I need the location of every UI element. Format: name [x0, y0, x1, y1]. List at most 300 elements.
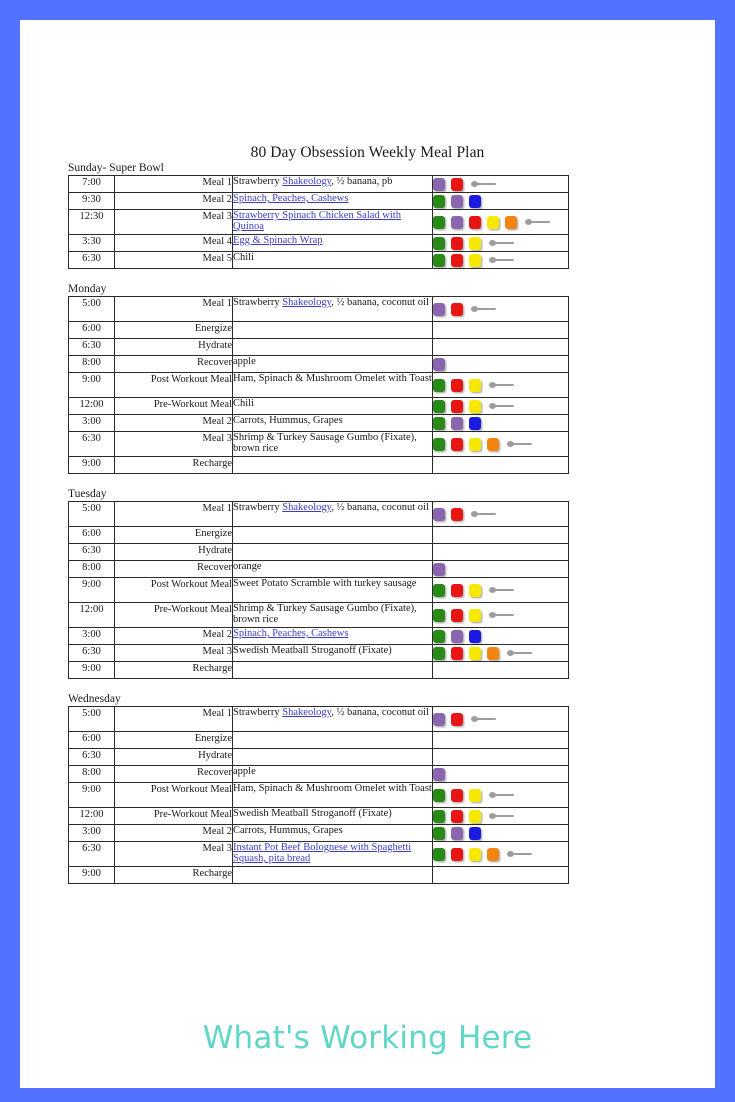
portion-containers-cell	[433, 502, 569, 527]
portion-containers-cell	[433, 297, 569, 322]
table-row	[69, 766, 569, 783]
meal-description-text: , ½ banana, coconut oil	[331, 707, 429, 718]
meal-description	[233, 561, 433, 578]
teaspoon-icon	[525, 217, 551, 227]
meal-time: 9:00	[69, 457, 115, 474]
meal-label: Meal 2	[115, 628, 233, 645]
meal-description	[233, 297, 433, 322]
green-container-icon	[433, 400, 445, 413]
teaspoon-icon	[507, 849, 533, 859]
portion-containers-cell	[433, 732, 569, 749]
meal-description	[233, 783, 433, 808]
recipe-link[interactable]: Instant Pot Beef Bolognese with Spaghetti Squash, pita bread	[233, 842, 412, 864]
portion-containers-cell	[433, 842, 569, 867]
meal-description	[233, 628, 433, 645]
table-row	[69, 662, 569, 679]
portion-container-row	[433, 297, 568, 321]
teaspoon-icon	[471, 179, 497, 189]
meal-label: Meal 4	[115, 235, 233, 252]
portion-container-row	[433, 322, 568, 338]
meal-description	[233, 457, 433, 474]
portion-container-row	[433, 783, 568, 807]
meal-description	[233, 356, 433, 373]
portion-container-row	[433, 766, 568, 782]
meal-time: 6:00	[69, 732, 115, 749]
yellow-container-icon	[469, 810, 481, 823]
meal-description-text: Strawberry	[233, 176, 283, 187]
teaspoon-handle-icon	[495, 242, 514, 244]
meal-description	[233, 339, 433, 356]
purple-container-icon	[433, 713, 445, 726]
meal-description	[233, 662, 433, 679]
teaspoon-icon	[489, 610, 515, 620]
meal-description-text: Strawberry	[233, 297, 283, 308]
table-row	[69, 783, 569, 808]
meal-label: Pre-Workout Meal	[115, 603, 233, 628]
green-container-icon	[433, 379, 445, 392]
teaspoon-handle-icon	[495, 405, 514, 407]
meal-description	[233, 842, 433, 867]
meal-description	[233, 645, 433, 662]
purple-container-icon	[433, 508, 445, 521]
meal-description-text: Sweet Potato Scramble with turkey sausage	[233, 578, 417, 589]
portion-containers-cell	[433, 210, 569, 235]
meal-label: Meal 3	[115, 645, 233, 662]
portion-containers-cell	[433, 193, 569, 210]
red-container-icon	[451, 178, 463, 191]
meal-time: 12:00	[69, 808, 115, 825]
meal-label: Recover	[115, 561, 233, 578]
portion-containers-cell	[433, 766, 569, 783]
teaspoon-icon	[489, 380, 515, 390]
meal-description	[233, 707, 433, 732]
orange-container-icon	[487, 438, 499, 451]
meal-description	[233, 749, 433, 766]
table-row	[69, 825, 569, 842]
red-container-icon	[451, 810, 463, 823]
table-row	[69, 578, 569, 603]
meal-description-text: Carrots, Hummus, Grapes	[233, 415, 343, 426]
meal-label: Meal 2	[115, 193, 233, 210]
meal-label: Meal 2	[115, 415, 233, 432]
meal-description-text: apple	[233, 766, 256, 777]
meal-description-text: Swedish Meatball Stroganoff (Fixate)	[233, 808, 392, 819]
portion-container-row	[433, 561, 568, 577]
meal-time: 6:30	[69, 252, 115, 269]
meal-label: Post Workout Meal	[115, 783, 233, 808]
meal-description	[233, 527, 433, 544]
portion-container-row	[433, 527, 568, 543]
red-container-icon	[451, 400, 463, 413]
meal-time: 3:00	[69, 825, 115, 842]
blue-container-icon	[469, 630, 481, 643]
table-row	[69, 502, 569, 527]
recipe-link[interactable]: Egg & Spinach Wrap	[233, 235, 323, 246]
purple-container-icon	[451, 216, 463, 229]
recipe-link[interactable]: Shakeology	[282, 707, 332, 718]
portion-containers-cell	[433, 252, 569, 269]
meal-description	[233, 603, 433, 628]
table-row	[69, 432, 569, 457]
portion-containers-cell	[433, 373, 569, 398]
purple-container-icon	[451, 630, 463, 643]
meal-time: 5:00	[69, 297, 115, 322]
table-row	[69, 373, 569, 398]
meal-description-text: Shrimp & Turkey Sausage Gumbo (Fixate), brown rice	[233, 432, 417, 454]
portion-container-row	[433, 235, 568, 251]
teaspoon-handle-icon	[495, 589, 514, 591]
yellow-container-icon	[469, 400, 481, 413]
meal-description-text: orange	[233, 561, 262, 572]
meal-time: 6:30	[69, 544, 115, 561]
meal-time: 7:00	[69, 176, 115, 193]
table-row	[69, 356, 569, 373]
teaspoon-icon	[471, 509, 497, 519]
meal-time: 6:30	[69, 842, 115, 867]
green-container-icon	[433, 810, 445, 823]
meal-description-text: Swedish Meatball Stroganoff (Fixate)	[233, 645, 392, 656]
teaspoon-handle-icon	[477, 718, 496, 720]
meal-time: 12:00	[69, 603, 115, 628]
meal-schedule-table	[68, 175, 569, 269]
meal-label: Meal 3	[115, 210, 233, 235]
day-section	[20, 488, 715, 679]
meal-label: Recover	[115, 766, 233, 783]
meal-description-text: Carrots, Hummus, Grapes	[233, 825, 343, 836]
red-container-icon	[451, 379, 463, 392]
meal-description	[233, 766, 433, 783]
meal-description-text: Shrimp & Turkey Sausage Gumbo (Fixate), brown rice	[233, 603, 417, 625]
portion-container-row	[433, 867, 568, 883]
teaspoon-handle-icon	[477, 513, 496, 515]
meal-label: Energize	[115, 732, 233, 749]
meal-description-text: , ½ banana, coconut oil	[331, 297, 429, 308]
meal-label: Pre-Workout Meal	[115, 398, 233, 415]
teaspoon-icon	[489, 238, 515, 248]
recipe-link[interactable]: Spinach, Peaches, Cashews	[233, 193, 349, 204]
meal-time: 6:00	[69, 322, 115, 339]
meal-description	[233, 808, 433, 825]
yellow-container-icon	[487, 216, 499, 229]
portion-containers-cell	[433, 578, 569, 603]
portion-container-row	[433, 457, 568, 473]
meal-description-text: Chili	[233, 398, 255, 409]
teaspoon-handle-icon	[495, 794, 514, 796]
meal-time: 9:00	[69, 578, 115, 603]
meal-time: 3:30	[69, 235, 115, 252]
meal-description	[233, 210, 433, 235]
yellow-container-icon	[469, 647, 481, 660]
meal-time: 8:00	[69, 766, 115, 783]
table-row	[69, 842, 569, 867]
portion-containers-cell	[433, 415, 569, 432]
meal-description	[233, 732, 433, 749]
teaspoon-handle-icon	[513, 443, 532, 445]
meal-description-text: , ½ banana, pb	[331, 176, 393, 187]
day-heading: Monday	[68, 283, 107, 295]
meal-description	[233, 252, 433, 269]
green-container-icon	[433, 630, 445, 643]
portion-container-row	[433, 707, 568, 731]
portion-containers-cell	[433, 707, 569, 732]
yellow-container-icon	[469, 789, 481, 802]
recipe-link[interactable]: Strawberry Spinach Chicken Salad with Quinoa	[233, 210, 401, 232]
portion-containers-cell	[433, 235, 569, 252]
meal-description	[233, 432, 433, 457]
teaspoon-icon	[471, 714, 497, 724]
orange-container-icon	[487, 647, 499, 660]
blue-container-icon	[469, 417, 481, 430]
meal-label: Post Workout Meal	[115, 578, 233, 603]
portion-containers-cell	[433, 322, 569, 339]
meal-time: 5:00	[69, 502, 115, 527]
meal-label: Recharge	[115, 867, 233, 884]
meal-schedule-table	[68, 296, 569, 474]
portion-container-row	[433, 252, 568, 268]
purple-container-icon	[433, 178, 445, 191]
portion-containers-cell	[433, 432, 569, 457]
portion-containers-cell	[433, 749, 569, 766]
yellow-container-icon	[469, 848, 481, 861]
table-row	[69, 707, 569, 732]
purple-container-icon	[451, 827, 463, 840]
portion-containers-cell	[433, 176, 569, 193]
table-row	[69, 252, 569, 269]
red-container-icon	[451, 237, 463, 250]
table-row	[69, 732, 569, 749]
teaspoon-icon	[507, 439, 533, 449]
portion-container-row	[433, 808, 568, 824]
portion-container-row	[433, 578, 568, 602]
red-container-icon	[451, 508, 463, 521]
meal-time: 12:00	[69, 398, 115, 415]
green-container-icon	[433, 438, 445, 451]
meal-description	[233, 235, 433, 252]
teaspoon-handle-icon	[495, 259, 514, 261]
portion-container-row	[433, 825, 568, 841]
meal-description-text: Strawberry	[233, 707, 283, 718]
table-row	[69, 867, 569, 884]
table-row	[69, 603, 569, 628]
meal-description-text: apple	[233, 356, 256, 367]
table-row	[69, 415, 569, 432]
meal-label: Hydrate	[115, 749, 233, 766]
portion-containers-cell	[433, 783, 569, 808]
portion-container-row	[433, 645, 568, 661]
meal-time: 3:00	[69, 415, 115, 432]
table-row	[69, 235, 569, 252]
teaspoon-icon	[489, 790, 515, 800]
green-container-icon	[433, 254, 445, 267]
meal-label: Meal 1	[115, 502, 233, 527]
portion-containers-cell	[433, 867, 569, 884]
portion-containers-cell	[433, 527, 569, 544]
portion-container-row	[433, 339, 568, 355]
portion-containers-cell	[433, 662, 569, 679]
green-container-icon	[433, 848, 445, 861]
yellow-container-icon	[469, 438, 481, 451]
green-container-icon	[433, 647, 445, 660]
brand-watermark: What's Working Here	[202, 1020, 533, 1056]
day-section	[20, 162, 715, 269]
green-container-icon	[433, 216, 445, 229]
portion-containers-cell	[433, 398, 569, 415]
meal-label: Energize	[115, 527, 233, 544]
orange-container-icon	[487, 848, 499, 861]
red-container-icon	[451, 303, 463, 316]
yellow-container-icon	[469, 237, 481, 250]
meal-description	[233, 867, 433, 884]
meal-plan-days	[20, 162, 715, 884]
green-container-icon	[433, 237, 445, 250]
red-container-icon	[469, 216, 481, 229]
meal-label: Hydrate	[115, 544, 233, 561]
yellow-container-icon	[469, 584, 481, 597]
meal-label: Hydrate	[115, 339, 233, 356]
green-container-icon	[433, 609, 445, 622]
portion-containers-cell	[433, 339, 569, 356]
recipe-link[interactable]: Shakeology	[282, 297, 332, 308]
green-container-icon	[433, 195, 445, 208]
meal-time: 8:00	[69, 356, 115, 373]
meal-time: 9:00	[69, 662, 115, 679]
meal-description	[233, 502, 433, 527]
meal-time: 9:00	[69, 373, 115, 398]
portion-containers-cell	[433, 628, 569, 645]
portion-containers-cell	[433, 808, 569, 825]
meal-time: 6:30	[69, 749, 115, 766]
recipe-link[interactable]: Shakeology	[282, 176, 332, 187]
blue-container-icon	[469, 827, 481, 840]
purple-container-icon	[433, 768, 445, 781]
meal-label: Pre-Workout Meal	[115, 808, 233, 825]
green-container-icon	[433, 827, 445, 840]
portion-container-row	[433, 356, 568, 372]
yellow-container-icon	[469, 609, 481, 622]
green-container-icon	[433, 789, 445, 802]
table-row	[69, 457, 569, 474]
portion-containers-cell	[433, 356, 569, 373]
purple-container-icon	[451, 417, 463, 430]
meal-description	[233, 176, 433, 193]
orange-container-icon	[505, 216, 517, 229]
table-row	[69, 808, 569, 825]
meal-label: Post Workout Meal	[115, 373, 233, 398]
red-container-icon	[451, 438, 463, 451]
meal-label: Energize	[115, 322, 233, 339]
recipe-link[interactable]: Spinach, Peaches, Cashews	[233, 628, 349, 639]
meal-description	[233, 322, 433, 339]
portion-containers-cell	[433, 561, 569, 578]
meal-description	[233, 398, 433, 415]
table-row	[69, 322, 569, 339]
meal-label: Meal 1	[115, 176, 233, 193]
purple-container-icon	[451, 195, 463, 208]
teaspoon-handle-icon	[477, 183, 496, 185]
purple-container-icon	[433, 563, 445, 576]
teaspoon-icon	[507, 648, 533, 658]
day-section	[20, 693, 715, 884]
portion-container-row	[433, 373, 568, 397]
meal-label: Recharge	[115, 662, 233, 679]
teaspoon-handle-icon	[513, 853, 532, 855]
portion-containers-cell	[433, 544, 569, 561]
meal-schedule-table	[68, 706, 569, 884]
portion-container-row	[433, 628, 568, 644]
teaspoon-icon	[489, 401, 515, 411]
portion-container-row	[433, 544, 568, 560]
meal-description	[233, 415, 433, 432]
meal-time: 9:30	[69, 193, 115, 210]
portion-containers-cell	[433, 825, 569, 842]
meal-label: Meal 5	[115, 252, 233, 269]
purple-container-icon	[433, 303, 445, 316]
purple-container-icon	[433, 358, 445, 371]
portion-container-row	[433, 502, 568, 526]
meal-time: 8:00	[69, 561, 115, 578]
meal-label: Meal 1	[115, 297, 233, 322]
table-row	[69, 398, 569, 415]
portion-container-row	[433, 415, 568, 431]
portion-container-row	[433, 398, 568, 414]
meal-time: 6:30	[69, 432, 115, 457]
meal-label: Recover	[115, 356, 233, 373]
teaspoon-icon	[489, 811, 515, 821]
red-container-icon	[451, 254, 463, 267]
meal-time: 6:00	[69, 527, 115, 544]
meal-description	[233, 373, 433, 398]
portion-container-row	[433, 603, 568, 627]
teaspoon-handle-icon	[495, 384, 514, 386]
meal-label: Recharge	[115, 457, 233, 474]
portion-containers-cell	[433, 645, 569, 662]
table-row	[69, 645, 569, 662]
green-container-icon	[433, 417, 445, 430]
table-row	[69, 561, 569, 578]
blue-container-icon	[469, 195, 481, 208]
table-row	[69, 193, 569, 210]
red-container-icon	[451, 789, 463, 802]
meal-description-text: , ½ banana, coconut oil	[331, 502, 429, 513]
document-page	[20, 20, 715, 1088]
teaspoon-handle-icon	[495, 614, 514, 616]
teaspoon-handle-icon	[513, 652, 532, 654]
meal-time: 6:30	[69, 339, 115, 356]
table-row	[69, 749, 569, 766]
meal-description-text: Ham, Spinach & Mushroom Omelet with Toast	[233, 373, 432, 384]
table-row	[69, 297, 569, 322]
table-row	[69, 176, 569, 193]
portion-container-row	[433, 432, 568, 456]
teaspoon-handle-icon	[531, 221, 550, 223]
meal-description-text: Strawberry	[233, 502, 283, 513]
portion-container-row	[433, 732, 568, 748]
portion-container-row	[433, 176, 568, 192]
meal-schedule-table	[68, 501, 569, 679]
meal-description	[233, 544, 433, 561]
meal-description	[233, 193, 433, 210]
day-section	[20, 283, 715, 474]
portion-container-row	[433, 749, 568, 765]
recipe-link[interactable]: Shakeology	[282, 502, 332, 513]
table-row	[69, 527, 569, 544]
meal-label: Meal 3	[115, 842, 233, 867]
table-row	[69, 544, 569, 561]
meal-time: 3:00	[69, 628, 115, 645]
meal-label: Meal 1	[115, 707, 233, 732]
teaspoon-handle-icon	[495, 815, 514, 817]
portion-container-row	[433, 210, 568, 234]
